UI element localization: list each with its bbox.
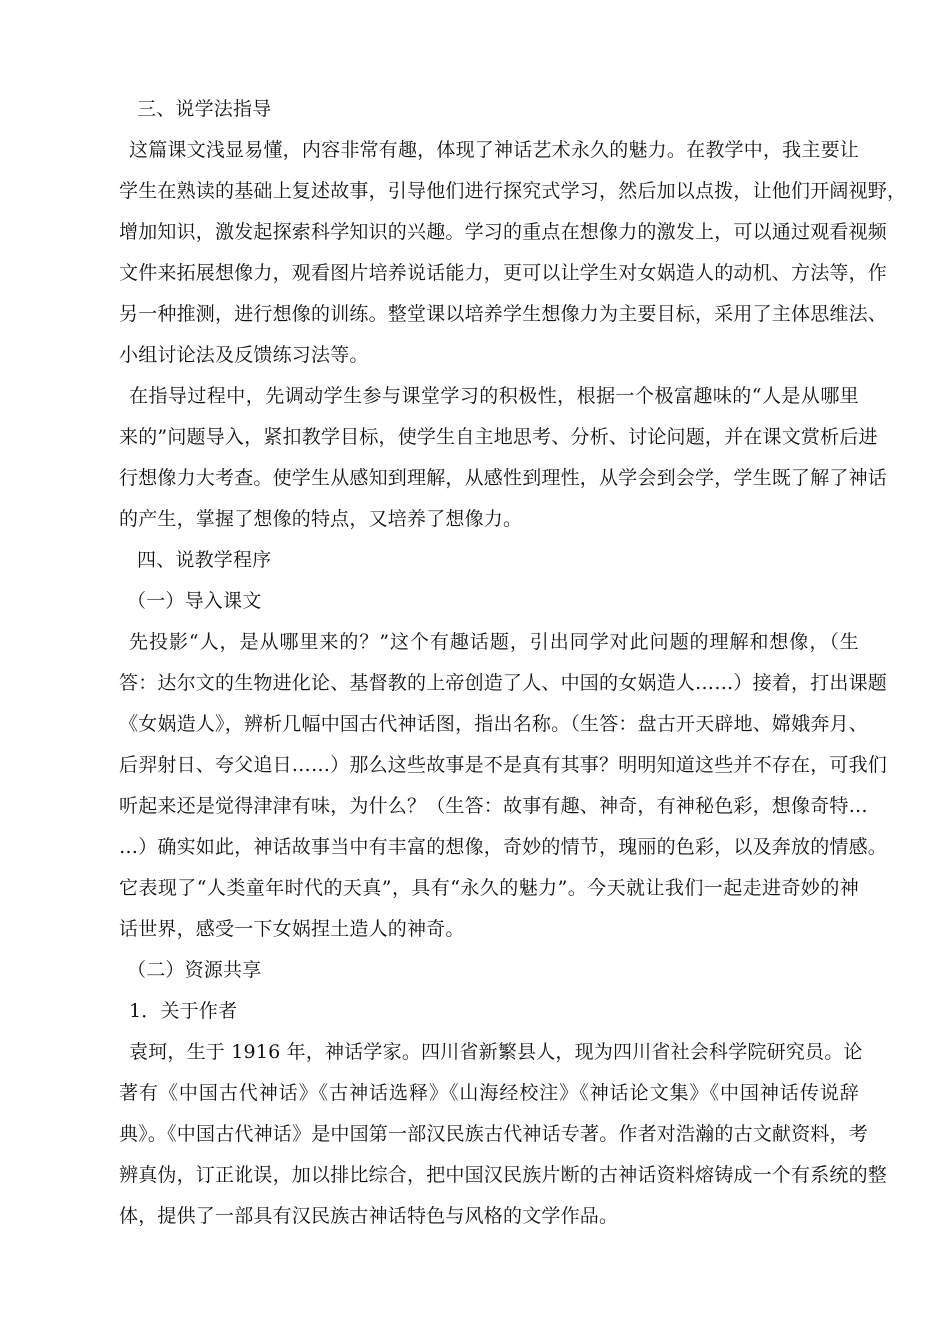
text-line: 著有《中国古代神话》《古神话选释》《山海经校注》《神话论文集》《中国神话传说辞 — [119, 1082, 859, 1104]
text-line: 它表现了“人类童年时代的天真”，具有“永久的魅力”。今天就让我们一起走进奇妙的神 — [119, 877, 859, 899]
text-line: 增加知识，激发起探索科学知识的兴趣。学习的重点在想像力的激发上，可以通过观看视频 — [119, 221, 888, 243]
text-line: 典》。《中国古代神话》是中国第一部汉民族古代神话专著。作者对浩瀚的古文献资料，考 — [119, 1123, 869, 1145]
text-line: 行想像力大考查。使学生从感知到理解，从感性到理性，从学会到会学，学生既了解了神话 — [119, 467, 888, 489]
text-line: 后羿射日、夸父追日……）那么这些故事是不是真有其事？明明知道这些并不存在，可我们 — [119, 754, 888, 776]
text-line: 来的”问题导入，紧扣教学目标，使学生自主地思考、分析、讨论问题，并在课文赏析后进 — [119, 426, 878, 448]
text-line: 答：达尔文的生物进化论、基督教的上帝创造了人、中国的女娲造人……）接着，打出课题 — [119, 672, 888, 694]
section-heading: 四、说教学程序 — [137, 549, 272, 571]
text-line: 体，提供了一部具有汉民族古神话特色与风格的文学作品。 — [119, 1205, 619, 1227]
text-line: 学生在熟读的基础上复述故事，引导他们进行探究式学习，然后加以点拨，让他们开阔视野， — [119, 180, 907, 202]
text-line: 辨真伪，订正讹误，加以排比综合，把中国汉民族片断的古神话资料熔铸成一个有系统的整 — [119, 1164, 888, 1186]
text-line: 文件来拓展想像力，观看图片培养说话能力，更可以让学生对女娲造人的动机、方法等，作 — [119, 262, 888, 284]
text-line: 《女娲造人》，辨析几幅中国古代神话图，指出名称。（生答：盘古开天辟地、嫦娥奔月、 — [119, 713, 869, 735]
item-heading: 1．关于作者 — [129, 1000, 238, 1022]
section-heading: 三、说学法指导 — [137, 98, 272, 120]
text-line: 听起来还是觉得津津有味，为什么？（生答：故事有趣、神奇，有神秘色彩，想像奇特… — [119, 795, 868, 817]
document-body — [119, 89, 907, 1237]
text-line: 小组讨论法及反馈练习法等。 — [119, 344, 369, 366]
text-line: 的产生，掌握了想像的特点，又培养了想像力。 — [119, 508, 523, 530]
text-line: 在指导过程中，先调动学生参与课堂学习的积极性，根据一个极富趣味的“人是从哪里 — [129, 385, 859, 407]
text-line: 先投影“人，是从哪里来的？”这个有趣话题，引出同学对此问题的理解和想像，（生 — [129, 631, 859, 653]
subsection-heading: （二）资源共享 — [127, 959, 262, 981]
text-line: 话世界，感受一下女娲捏土造人的神奇。 — [119, 918, 465, 940]
text-line: 另一种推测，进行想像的训练。整堂课以培养学生想像力为主要目标，采用了主体思维法、 — [119, 303, 888, 325]
text-line: 袁珂，生于 1916 年，神话学家。四川省新繁县人，现为四川省社会科学院研究员。论 — [129, 1041, 863, 1063]
subsection-heading: （一）导入课文 — [127, 590, 262, 612]
text-line: …）确实如此，神话故事当中有丰富的想像，奇妙的情节，瑰丽的色彩，以及奔放的情感。 — [119, 836, 888, 858]
text-line: 这篇课文浅显易懂，内容非常有趣，体现了神话艺术永久的魅力。在教学中，我主要让 — [129, 139, 859, 161]
